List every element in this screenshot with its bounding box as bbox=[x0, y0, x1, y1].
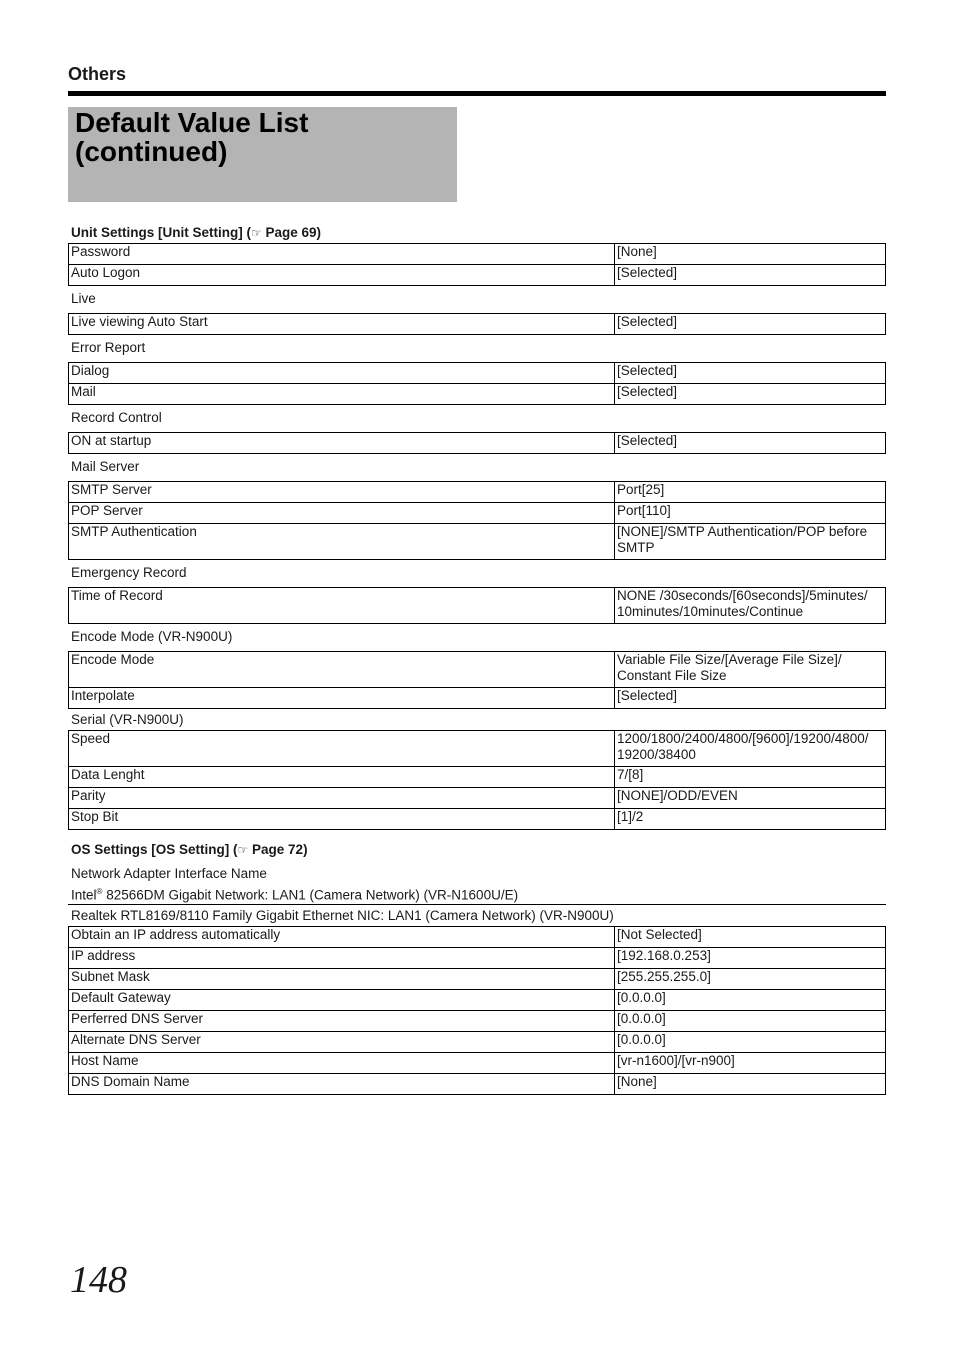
table-row bbox=[69, 767, 886, 788]
setting-value: [1]/2 bbox=[615, 809, 886, 830]
setting-key: POP Server bbox=[69, 503, 615, 524]
settings-table bbox=[68, 362, 886, 405]
settings-table bbox=[68, 481, 886, 560]
table-row bbox=[69, 482, 886, 503]
os-settings-page-ref: Page 72) bbox=[248, 842, 308, 857]
unit-settings-heading bbox=[68, 222, 886, 243]
setting-key: Password bbox=[69, 244, 615, 265]
settings-table bbox=[68, 926, 886, 1095]
page-number: 148 bbox=[70, 1259, 127, 1301]
setting-value: [Selected] bbox=[615, 384, 886, 405]
table-row bbox=[69, 652, 886, 688]
os-settings-heading bbox=[68, 830, 886, 863]
setting-value: [Selected] bbox=[615, 688, 886, 709]
setting-value: Variable File Size/[Average File Size]/ Constant File Size bbox=[615, 652, 886, 688]
settings-table bbox=[68, 730, 886, 830]
settings-table bbox=[68, 651, 886, 709]
setting-key: Live viewing Auto Start bbox=[69, 314, 615, 335]
setting-key: Stop Bit bbox=[69, 809, 615, 830]
setting-key: ON at startup bbox=[69, 433, 615, 454]
table-row bbox=[69, 788, 886, 809]
table-row bbox=[69, 433, 886, 454]
group-subtitle: Encode Mode (VR-N900U) bbox=[71, 629, 233, 644]
setting-key: Subnet Mask bbox=[69, 969, 615, 990]
group-subtitle: Serial (VR-N900U) bbox=[71, 712, 184, 727]
group-subtitle: Live bbox=[71, 291, 96, 306]
adapter-intel-rest: 82566DM Gigabit Network: LAN1 (Camera Network) (VR-N1600U/E) bbox=[102, 887, 519, 903]
setting-value: [192.168.0.253] bbox=[615, 948, 886, 969]
setting-key: DNS Domain Name bbox=[69, 1074, 615, 1095]
settings-table bbox=[68, 313, 886, 335]
settings-table bbox=[68, 243, 886, 286]
setting-value: [Selected] bbox=[615, 314, 886, 335]
page-ref-icon: ☞ bbox=[250, 226, 262, 240]
settings-table bbox=[68, 587, 886, 624]
setting-value: [Selected] bbox=[615, 265, 886, 286]
unit-settings-page-ref: Page 69) bbox=[261, 225, 322, 240]
setting-key: Data Lenght bbox=[69, 767, 615, 788]
setting-value: [NONE]/SMTP Authentication/POP before SMTP bbox=[615, 524, 886, 560]
table-row bbox=[69, 244, 886, 265]
os-settings-heading-text: OS Settings [OS Setting] ( bbox=[71, 842, 238, 857]
header-rule bbox=[68, 91, 886, 96]
table-row bbox=[69, 927, 886, 948]
adapter-name-intel bbox=[68, 884, 886, 905]
setting-key: Encode Mode bbox=[69, 652, 615, 688]
setting-value: [vr-n1600]/[vr-n900] bbox=[615, 1053, 886, 1074]
setting-key: SMTP Authentication bbox=[69, 524, 615, 560]
table-row bbox=[69, 809, 886, 830]
setting-value: [NONE]/ODD/EVEN bbox=[615, 788, 886, 809]
adapter-intel-prefix: Intel bbox=[71, 887, 97, 903]
setting-value: Port[110] bbox=[615, 503, 886, 524]
table-row bbox=[69, 1053, 886, 1074]
setting-key: Mail bbox=[69, 384, 615, 405]
network-adapter-subtitle: Network Adapter Interface Name bbox=[71, 866, 267, 881]
setting-value: [0.0.0.0] bbox=[615, 1011, 886, 1032]
title-box bbox=[68, 107, 457, 202]
content bbox=[68, 222, 886, 1095]
table-row bbox=[69, 588, 886, 624]
table-row bbox=[69, 731, 886, 767]
unit-settings-heading-text: Unit Settings [Unit Setting] ( bbox=[71, 225, 251, 240]
setting-key: Obtain an IP address automatically bbox=[69, 927, 615, 948]
table-row bbox=[69, 384, 886, 405]
group-subtitle: Mail Server bbox=[71, 459, 140, 474]
setting-value: Port[25] bbox=[615, 482, 886, 503]
table-row bbox=[69, 265, 886, 286]
table-row bbox=[69, 1074, 886, 1095]
group-subtitle: Emergency Record bbox=[71, 565, 187, 580]
adapter-name-realtek: Realtek RTL8169/8110 Family Gigabit Ethernet NIC: LAN1 (Camera Network) (VR-N900U) bbox=[71, 908, 614, 923]
setting-value: [Not Selected] bbox=[615, 927, 886, 948]
setting-key: Auto Logon bbox=[69, 265, 615, 286]
setting-value: [255.255.255.0] bbox=[615, 969, 886, 990]
table-row bbox=[69, 1011, 886, 1032]
section-header: Others bbox=[68, 64, 127, 84]
setting-key: SMTP Server bbox=[69, 482, 615, 503]
setting-value: 7/[8] bbox=[615, 767, 886, 788]
setting-key: Dialog bbox=[69, 363, 615, 384]
table-row bbox=[69, 990, 886, 1011]
setting-value: [Selected] bbox=[615, 363, 886, 384]
setting-key: Speed bbox=[69, 731, 615, 767]
setting-value: [0.0.0.0] bbox=[615, 990, 886, 1011]
table-row bbox=[69, 688, 886, 709]
setting-key: Perferred DNS Server bbox=[69, 1011, 615, 1032]
page-ref-icon: ☞ bbox=[237, 843, 249, 857]
setting-key: Host Name bbox=[69, 1053, 615, 1074]
page-title-line-1: Default Value List bbox=[75, 107, 309, 138]
table-row bbox=[69, 1032, 886, 1053]
group-subtitle: Record Control bbox=[71, 410, 162, 425]
page-title-line-2: (continued) bbox=[75, 136, 228, 167]
setting-key: Parity bbox=[69, 788, 615, 809]
group-subtitle: Error Report bbox=[71, 340, 146, 355]
table-row bbox=[69, 503, 886, 524]
table-row bbox=[69, 969, 886, 990]
registered-mark: ® bbox=[96, 887, 103, 896]
page-title bbox=[75, 108, 308, 166]
table-row bbox=[69, 314, 886, 335]
setting-value: [None] bbox=[615, 244, 886, 265]
setting-value: [None] bbox=[615, 1074, 886, 1095]
table-row bbox=[69, 524, 886, 560]
setting-value: NONE /30seconds/[60seconds]/5minutes/ 10minutes/10minutes/Continue bbox=[615, 588, 886, 624]
table-row bbox=[69, 948, 886, 969]
setting-key: Alternate DNS Server bbox=[69, 1032, 615, 1053]
setting-key: IP address bbox=[69, 948, 615, 969]
setting-key: Default Gateway bbox=[69, 990, 615, 1011]
setting-value: [Selected] bbox=[615, 433, 886, 454]
setting-value: [0.0.0.0] bbox=[615, 1032, 886, 1053]
setting-value: 1200/1800/2400/4800/[9600]/19200/4800/ 19200/38400 bbox=[615, 731, 886, 767]
settings-table bbox=[68, 432, 886, 454]
setting-key: Interpolate bbox=[69, 688, 615, 709]
setting-key: Time of Record bbox=[69, 588, 615, 624]
table-row bbox=[69, 363, 886, 384]
